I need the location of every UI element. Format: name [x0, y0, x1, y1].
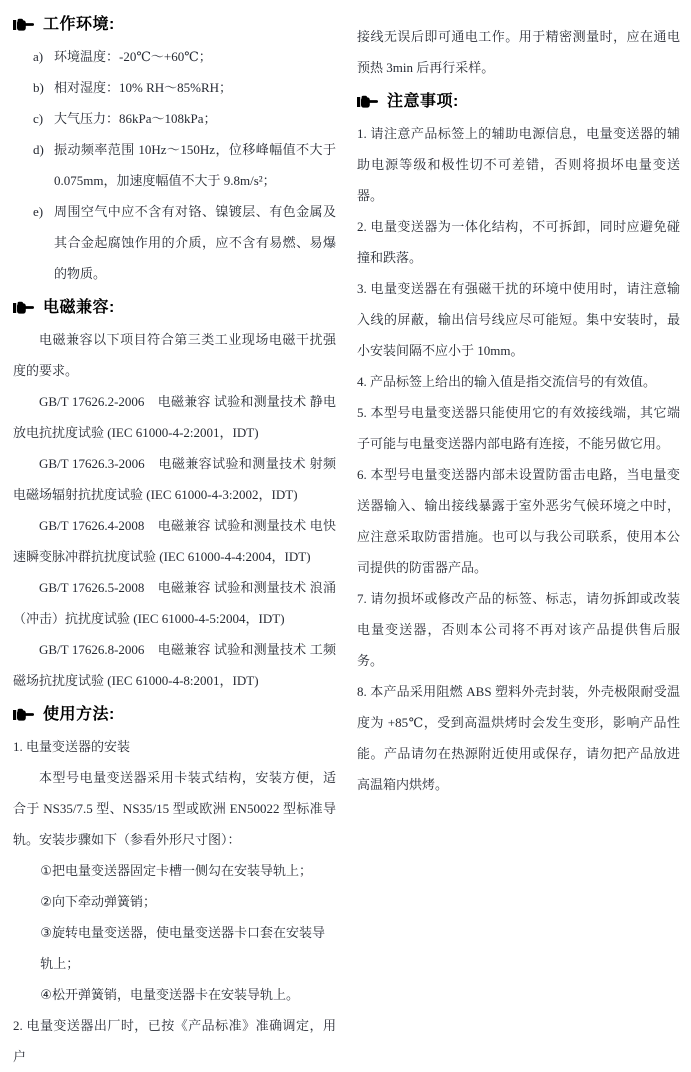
- usage-factory-note: 2. 电量变送器出厂时，已按《产品标准》准确调定，用户: [13, 1018, 336, 1064]
- right-column: [357, 6, 680, 985]
- item-label: c): [33, 111, 44, 126]
- emc-standard-item: GB/T 17626.4-2008 电磁兼容 试验和测量技术 电快速瞬变脉冲群抗扰度试验 (IEC 61000-4-4:2004，IDT): [13, 518, 336, 564]
- item-text: 周围空气中应不含有对铬、镍镀层、有色金属及其合金起腐蚀作用的介质，应不含有易燃、易爆的物质。: [54, 204, 336, 281]
- section-heading-usage: [13, 703, 336, 727]
- usage-install-title: 1. 电量变送器的安装: [13, 739, 131, 754]
- emc-standard-item: GB/T 17626.2-2006 电磁兼容 试验和测量技术 静电放电抗扰度试验 (IEC 61000-4-2:2001，IDT): [13, 394, 336, 440]
- install-step: ②向下牵动弹簧销；: [40, 894, 156, 909]
- work-env-item-b: [13, 72, 336, 103]
- precaution-item: 5. 本型号电量变送器只能使用它的有效接线端，其它端子可能与电量变送器内部电路有连接，不能另做它用。: [357, 405, 680, 451]
- right-pointing-hand-icon: [13, 708, 34, 722]
- emc-standard-item: GB/T 17626.3-2006 电磁兼容试验和测量技术 射频电磁场辐射抗扰度试验 (IEC 61000-4-3:2002，IDT): [13, 456, 336, 502]
- precaution-item: 1. 请注意产品标签上的辅助电源信息，电量变送器的辅助电源等级和极性切不可差错，否则将损坏电量变送器。: [357, 126, 680, 203]
- item-label: e): [33, 204, 44, 219]
- left-column: [13, 6, 336, 1064]
- emc-standard-item: GB/T 17626.5-2008 电磁兼容 试验和测量技术 浪涌（冲击）抗扰度试验 (IEC 61000-4-5:2004，IDT): [13, 580, 336, 626]
- section-title-work-environment: 工作环境:: [43, 16, 115, 33]
- section-title-usage: 使用方法:: [43, 706, 115, 723]
- precaution-item: 4. 产品标签上给出的输入值是指交流信号的有效值。: [357, 374, 657, 389]
- item-text: 振动频率范围 10Hz～150Hz，位移峰幅值不大于 0.075mm，加速度幅值不大于 9.8m/s²；: [54, 142, 336, 188]
- right-pointing-hand-icon: [13, 301, 34, 315]
- work-env-item-a: [13, 41, 336, 72]
- install-step: ③旋转电量变送器，使电量变送器卡口套在安装导轨上；: [40, 925, 325, 971]
- right-pointing-hand-icon: [13, 18, 34, 32]
- item-label: d): [33, 142, 44, 157]
- section-heading-emc: [13, 296, 336, 320]
- section-title-emc: 电磁兼容:: [43, 299, 115, 316]
- usage-continuation-paragraph: 接线无误后即可通电工作。用于精密测量时，应在通电预热 3min 后再行采样。: [357, 29, 680, 75]
- precaution-item: 3. 电量变送器在有强磁干扰的环境中使用时，请注意输入线的屏蔽，输出信号线应尽可能短。集中安装时，最小安装间隔不应小于 10mm。: [357, 281, 680, 358]
- section-heading-work-environment: [13, 13, 336, 37]
- work-env-item-e: [13, 196, 336, 289]
- precaution-item: 8. 本产品采用阻燃 ABS 塑料外壳封装，外壳极限耐受温度为 +85℃，受到高温烘烤时会发生变形，影响产品性能。产品请勿在热源附近使用或保存，请勿把产品放进高温箱内烘烤。: [357, 684, 680, 792]
- right-pointing-hand-icon: [357, 95, 378, 109]
- precaution-item: 6. 本型号电量变送器内部未设置防雷击电路，当电量变送器输入、输出接线暴露于室外恶劣气候环境之中时，应注意采取防雷措施。也可以与我公司联系，使用本公司提供的防雷器产品。: [357, 467, 680, 575]
- item-label: a): [33, 49, 44, 64]
- work-env-item-c: [13, 103, 336, 134]
- install-step: ①把电量变送器固定卡槽一侧勾在安装导轨上；: [40, 863, 312, 878]
- section-title-precautions: 注意事项:: [387, 93, 459, 110]
- item-text: 相对湿度：10% RH～85%RH；: [54, 80, 233, 95]
- install-step: ④松开弹簧销，电量变送器卡在安装导轨上。: [40, 987, 299, 1002]
- work-env-item-d: [13, 134, 336, 196]
- usage-install-intro: 本型号电量变送器采用卡装式结构，安装方便，适合于 NS35/7.5 型、NS35/15 型或欧洲 EN50022 型标准导轨。安装步骤如下（参看外形尺寸图）：: [13, 770, 336, 847]
- precaution-item: 2. 电量变送器为一体化结构，不可拆卸，同时应避免碰撞和跌落。: [357, 219, 680, 265]
- section-heading-precautions: [357, 90, 680, 114]
- item-text: 大气压力：86kPa～108kPa；: [54, 111, 217, 126]
- precaution-item: 7. 请勿损坏或修改产品的标签、标志，请勿拆卸或改装电量变送器，否则本公司将不再对该产品提供售后服务。: [357, 591, 680, 668]
- emc-standard-item: GB/T 17626.8-2006 电磁兼容 试验和测量技术 工频磁场抗扰度试验 (IEC 61000-4-8:2001，IDT): [13, 642, 336, 688]
- item-text: 环境温度：-20℃～+60℃；: [54, 49, 212, 64]
- emc-intro-paragraph: 电磁兼容以下项目符合第三类工业现场电磁干扰强度的要求。: [13, 332, 336, 378]
- item-label: b): [33, 80, 44, 95]
